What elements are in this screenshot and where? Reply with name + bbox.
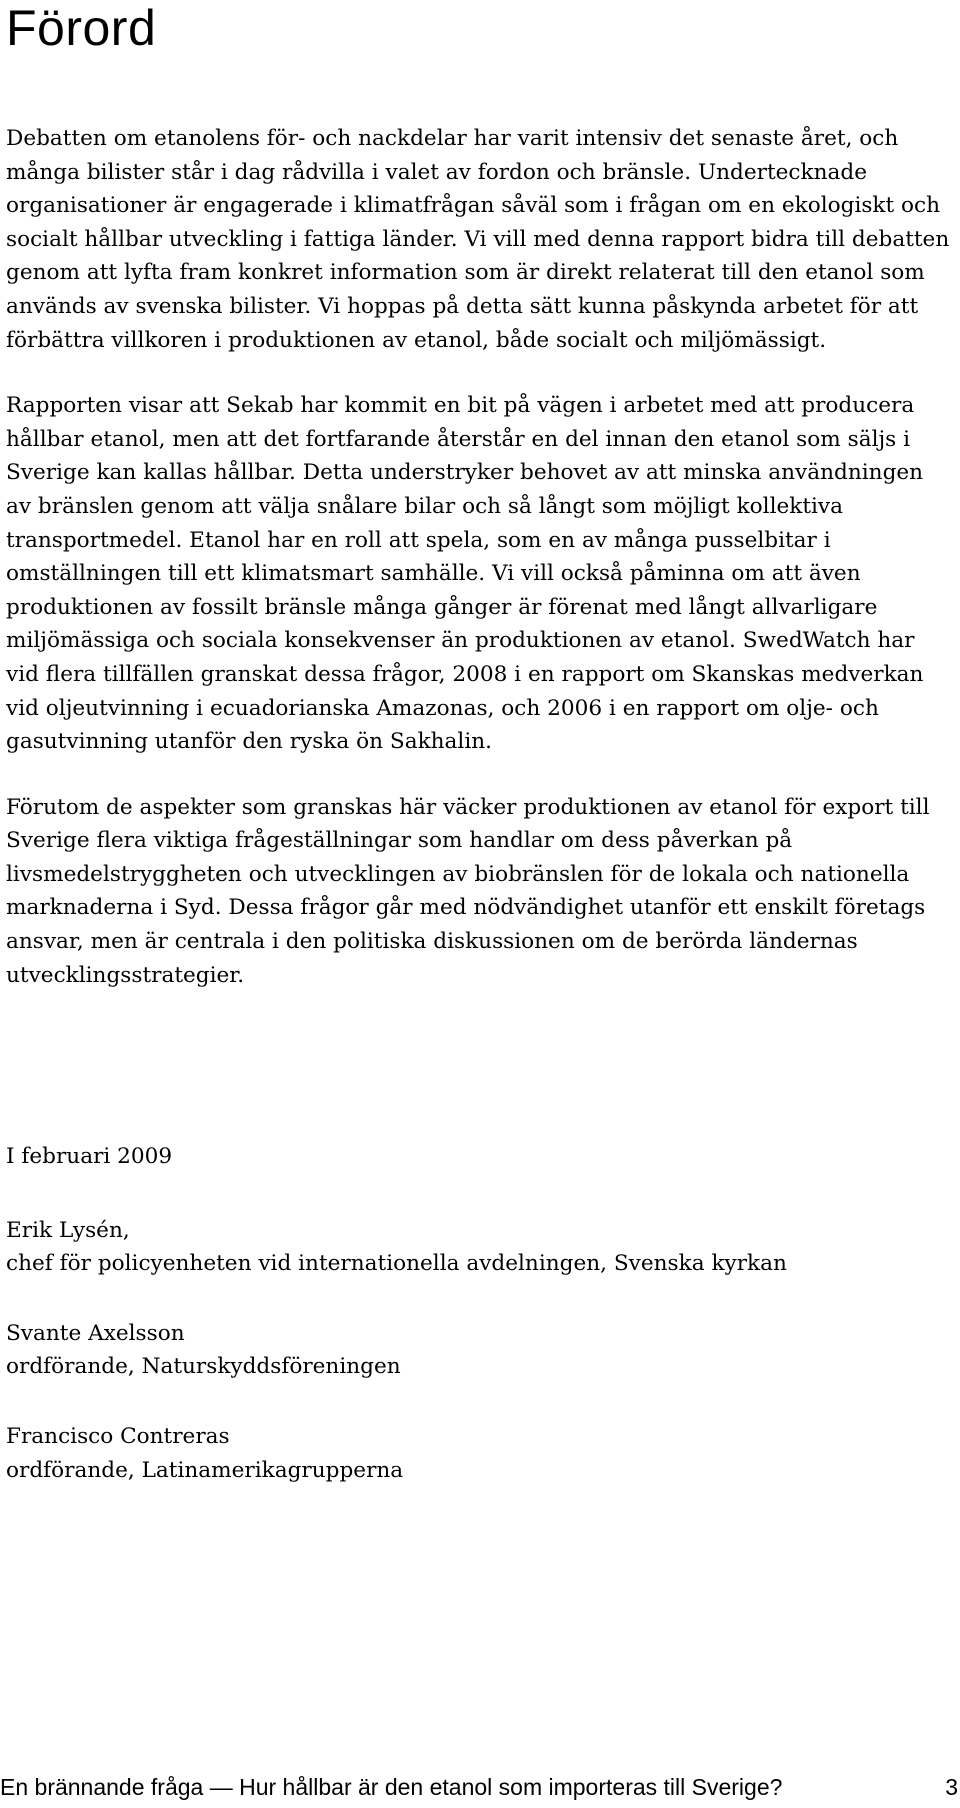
page-footer — [0, 1770, 960, 1808]
signatory-name: Svante Axelsson — [6, 1320, 185, 1346]
page-title: Förord — [6, 0, 157, 56]
footer-title: En brännande fråga — Hur hållbar är den etanol som importeras till Sverige? — [0, 1774, 783, 1800]
body-text — [6, 122, 954, 1024]
signatory — [6, 1420, 954, 1487]
paragraph-intro: Debatten om etanolens för- och nackdelar har varit intensiv det senaste året, och många bilister står i dag rådvilla i valet av fordon och bränsle. Undertecknade organisationer är engagerade i klimatfrågan såväl som i frågan om en ekologiskt och socialt hållbar utveckling i fattiga länder. Vi vill med denna rapport bidra till debatten genom att lyfta fram konkret information som är direkt relaterat till den etanol som används av svenska bilister. Vi hoppas på detta sätt kunna påskynda arbetet för att förbättra villkoren i produktionen av etanol, både socialt och miljömässigt. — [6, 126, 950, 353]
paragraph-further-questions: Förutom de aspekter som granskas här väcker produktionen av etanol för export till Sverige flera viktiga frågeställningar som handlar om dess påverkan på livsmedelstryggheten och utvecklingen av biobränslen för de lokala och nationella marknaderna i Syd. Dessa frågor går med nödvändighet utanför ett enskilt företags ansvar, men är centrala i den politiska diskussionen om de berörda ländernas utvecklingsstrategier. — [6, 794, 930, 988]
paragraph-report-findings: Rapporten visar att Sekab har kommit en bit på vägen i arbetet med att producera hållbar etanol, men att det fortfarande återstår en del innan den etanol som säljs i Sverige kan kallas hållbar. Detta understryker behovet av att minska användningen av bränslen genom att välja snålare bilar och så långt som möjligt kollektiva transportmedel. Etanol har en roll att spela, som en av många pusselbitar i omställningen till ett klimatsmart samhälle. Vi vill också påminna om att även produktionen av fossilt bränsle många gånger är förenat med långt allvarligare miljömässiga och sociala konsekvenser än produktionen av etanol. SwedWatch har vid flera tillfällen granskat dessa frågor, 2008 i en rapport om Skanskas medverkan vid oljeutvinning i ecuadorianska Amazonas, och 2006 i en rapport om olje- och gasutvinning utanför den ryska ön Sakhalin. — [6, 393, 924, 755]
signatory-role: chef för policyenheten vid internationella avdelningen, Svenska kyrkan — [6, 1251, 787, 1277]
signatory — [6, 1214, 954, 1281]
date-line: I februari 2009 — [6, 1144, 173, 1169]
signatory-name: Erik Lysén, — [6, 1217, 130, 1243]
signature-block — [6, 1140, 954, 1523]
signatory-role: ordförande, Naturskyddsföreningen — [6, 1354, 401, 1380]
signatory-name: Francisco Contreras — [6, 1423, 230, 1449]
signatory-role: ordförande, Latinamerikagrupperna — [6, 1457, 404, 1483]
page-number: 3 — [945, 1774, 958, 1800]
signatory — [6, 1317, 954, 1384]
